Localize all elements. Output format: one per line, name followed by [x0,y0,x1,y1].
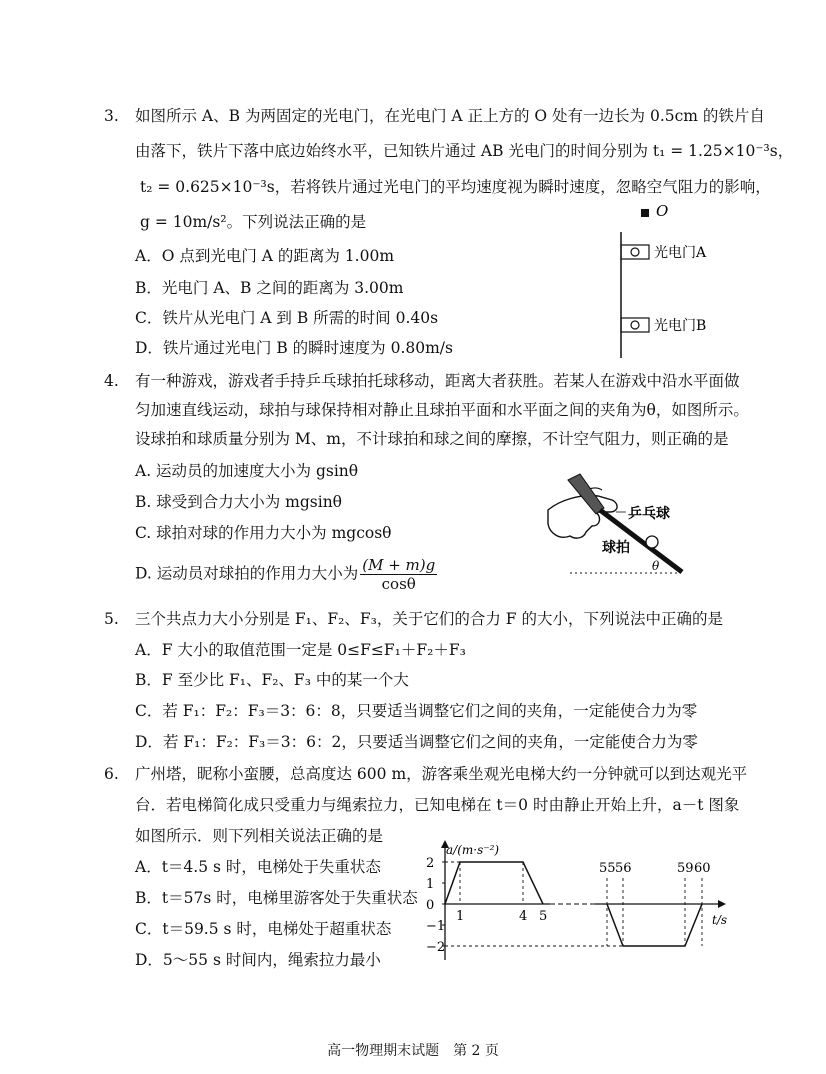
x-tick-label: 1 [456,909,465,924]
x-tick-label: 5 [539,909,548,924]
q3-line-4: g = 10m/s²。下列说法正确的是 [140,213,367,231]
y-tick-label: −1 [426,919,446,934]
q4-option-d [135,556,437,593]
y-tick-label: 0 [426,898,435,913]
q4-option-d-fraction [360,556,437,593]
q3-line-3: t₂ = 0.625×10⁻³s，若将铁片通过光电门的平均速度视为瞬时速度，忽略空气阻力的影响， [140,178,771,196]
q3-number: 3. [104,107,119,125]
q4-option-d-text: D. 运动员对球拍的作用力大小为 [135,564,359,583]
q5-line-1: 三个共点力大小分别是 F₁、F₂、F₃，关于它们的合力 F 的大小，下列说法中正确的是 [135,610,723,628]
paddle-label: 球拍 [602,540,630,556]
x-axis-arrow [718,900,726,908]
q4-option-a: A. 运动员的加速度大小为 gsinθ [135,462,359,480]
q4-option-c: C. 球拍对球的作用力大小为 mgcosθ [135,524,392,542]
x-tick-label: 60 [694,861,711,876]
q4-line-2: 匀加速直线运动，球拍与球保持相对静止且球拍平面和水平面之间的夹角为θ，如图所示。 [135,401,749,419]
q3-option-d: D．铁片通过光电门 B 的瞬时速度为 0.80m/s [135,339,453,357]
point-o-label: O [656,202,669,220]
x-axis-label: t/s [712,913,728,927]
q6-line-2: 台．若电梯简化成只受重力与绳索拉力，已知电梯在 t＝0 时由静止开始上升，a－t 图象 [135,796,740,814]
q4-number: 4. [104,372,119,390]
x-tick-label: 55 [599,861,616,876]
q6-line-3: 如图所示．则下列相关说法正确的是 [135,827,384,845]
q6-option-c: C．t＝59.5 s 时，电梯处于超重状态 [135,920,392,938]
x-tick-label: 59 [677,861,694,876]
fraction-denominator: cosθ [381,575,416,593]
angle-label: θ [652,559,660,573]
q4-figure [540,460,700,580]
y-axis-label: a/(m·s⁻²) [446,843,500,857]
q6-option-d: D．5～55 s 时间内，绳索拉力最小 [135,951,381,969]
q5-option-a: A．F 大小的取值范围一定是 0≤F≤F₁＋F₂＋F₃ [135,641,466,659]
y-tick-label: −2 [426,940,446,955]
paddle-handle [568,474,604,514]
gate-a-lens [631,248,639,256]
ball-label: 乒乓球 [628,506,670,522]
q3-line-1: 如图所示 A、B 为两固定的光电门，在光电门 A 正上方的 O 处有一边长为 0.5cm 的铁片自 [135,107,765,125]
page-footer: 高一物理期末试题 第 2 页 [327,1043,499,1059]
q4-line-1: 有一种游戏，游戏者手持乒乓球拍托球移动，距离大者获胜。若某人在游戏中沿水平面做 [135,372,740,390]
a-t-chart [410,838,740,963]
y-tick-label: 2 [426,856,435,871]
q3-option-a: A．O 点到光电门 A 的距离为 1.00m [135,247,395,265]
ball [646,536,658,548]
q5-option-b: B．F 至少比 F₁、F₂、F₃ 中的某一个大 [135,671,409,689]
q6-number: 6. [104,765,119,783]
q4-line-3: 设球拍和球质量分别为 M、m，不计球拍和球之间的摩擦，不计空气阻力，则正确的是 [135,430,729,448]
x-tick-label: 56 [615,861,632,876]
gate-b [621,318,649,332]
q5-option-d: D．若 F₁：F₂：F₃＝3：6：2，只要适当调整它们之间的夹角，一定能使合力为零 [135,733,698,751]
q4-option-b: B. 球受到合力大小为 mgsinθ [135,493,343,511]
q3-figure [610,198,730,363]
q3-option-c: C．铁片从光电门 A 到 B 所需的时间 0.40s [135,309,439,327]
fraction-numerator: (M + m)g [362,556,436,574]
x-tick-label: 4 [519,909,528,924]
gate-a [621,245,649,259]
gate-b-label: 光电门B [654,318,707,334]
q3-option-b: B．光电门 A、B 之间的距离为 3.00m [135,279,404,297]
gate-b-lens [631,321,639,329]
q5-number: 5. [104,610,119,628]
y-tick-label: 1 [426,877,435,892]
series-line-decel [607,904,702,946]
q3-line-2: 由落下，铁片下落中底边始终水平，已知铁片通过 AB 光电门的时间分别为 t₁ = 1.25×10⁻³s， [135,142,794,160]
q6-option-a: A．t＝4.5 s 时，电梯处于失重状态 [135,858,381,876]
q6-line-1: 广州塔，昵称小蛮腰，总高度达 600 m，游客乘坐观光电梯大约一分钟就可以到达观光平 [135,765,748,783]
q5-option-c: C．若 F₁：F₂：F₃＝3：6：8，只要适当调整它们之间的夹角，一定能使合力为零 [135,702,698,720]
q6-option-b: B．t＝57s 时，电梯里游客处于失重状态 [135,889,418,907]
gate-a-label: 光电门A [654,245,707,261]
iron-piece [641,209,649,217]
